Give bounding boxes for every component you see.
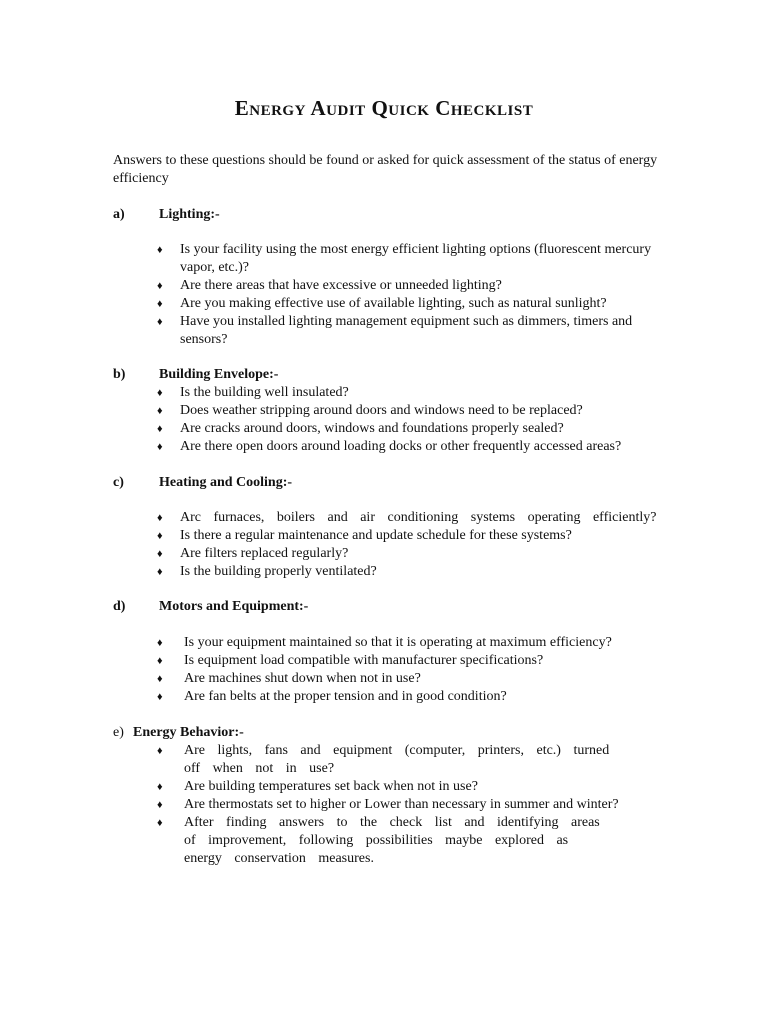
checklist-item bbox=[113, 277, 673, 295]
diamond-bullet-icon: ♦ bbox=[157, 423, 163, 435]
diamond-bullet-icon: ♦ bbox=[157, 512, 163, 524]
checklist bbox=[113, 509, 673, 581]
diamond-bullet-icon: ♦ bbox=[157, 530, 163, 542]
diamond-bullet-icon: ♦ bbox=[157, 673, 163, 685]
diamond-bullet-icon: ♦ bbox=[157, 405, 163, 417]
item-text: Are fan belts at the proper tension and in good condition? bbox=[184, 689, 507, 704]
section-heading bbox=[113, 724, 673, 742]
item-text: Have you installed lighting management equipment such as dimmers, timers and sensors? bbox=[180, 314, 633, 347]
checklist-item bbox=[113, 438, 673, 456]
item-text: Arc furnaces, boilers and air conditioning systems operating efficiently? bbox=[180, 510, 657, 525]
checklist bbox=[113, 742, 673, 868]
diamond-bullet-icon: ♦ bbox=[157, 566, 163, 578]
diamond-bullet-icon: ♦ bbox=[157, 244, 163, 256]
section-letter: c) bbox=[113, 475, 124, 490]
checklist-item bbox=[113, 402, 673, 420]
checklist-item bbox=[113, 563, 673, 581]
section-heating-cooling bbox=[113, 474, 673, 581]
section-heading bbox=[113, 598, 673, 616]
checklist-item bbox=[113, 742, 673, 778]
section-title: Lighting:- bbox=[159, 207, 220, 222]
checklist bbox=[113, 634, 673, 706]
section-motors-equipment bbox=[113, 598, 673, 706]
checklist-item bbox=[113, 670, 673, 688]
checklist-item bbox=[113, 420, 673, 438]
section-title: Energy Behavior:- bbox=[133, 725, 244, 740]
item-text: Is the building properly ventilated? bbox=[180, 564, 377, 579]
checklist-item bbox=[113, 634, 673, 652]
checklist-item bbox=[113, 814, 673, 868]
diamond-bullet-icon: ♦ bbox=[157, 548, 163, 560]
checklist-item bbox=[113, 796, 673, 814]
diamond-bullet-icon: ♦ bbox=[157, 298, 163, 310]
section-title: Building Envelope:- bbox=[159, 367, 279, 382]
checklist-item bbox=[113, 527, 673, 545]
diamond-bullet-icon: ♦ bbox=[157, 799, 163, 811]
item-text: Is your facility using the most energy efficient lighting options (fluorescent mercury vapor, etc.)? bbox=[180, 242, 652, 275]
diamond-bullet-icon: ♦ bbox=[157, 316, 163, 328]
item-text: Is the building well insulated? bbox=[180, 385, 349, 400]
diamond-bullet-icon: ♦ bbox=[157, 817, 163, 829]
item-text: Is there a regular maintenance and update schedule for these systems? bbox=[180, 528, 572, 543]
checklist-item bbox=[113, 384, 673, 402]
item-text: Does weather stripping around doors and windows need to be replaced? bbox=[180, 403, 583, 418]
section-building-envelope bbox=[113, 366, 673, 456]
intro-paragraph: Answers to these questions should be found or asked for quick assessment of the status of energy efficiency bbox=[113, 153, 658, 186]
diamond-bullet-icon: ♦ bbox=[157, 655, 163, 667]
item-text: Are lights, fans and equipment (computer, printers, etc.) turned off when not in use? bbox=[184, 743, 610, 776]
checklist-item bbox=[113, 313, 673, 349]
item-text: Are machines shut down when not in use? bbox=[184, 671, 421, 686]
checklist-item bbox=[113, 778, 673, 796]
diamond-bullet-icon: ♦ bbox=[157, 280, 163, 292]
item-text: Are filters replaced regularly? bbox=[180, 546, 349, 561]
section-heading bbox=[113, 366, 673, 384]
section-letter: d) bbox=[113, 599, 126, 614]
item-text: Is equipment load compatible with manufacturer specifications? bbox=[184, 653, 544, 668]
section-heading bbox=[113, 206, 673, 224]
item-text: Is your equipment maintained so that it is operating at maximum efficiency? bbox=[184, 635, 612, 650]
checklist-item bbox=[113, 652, 673, 670]
checklist bbox=[113, 241, 673, 349]
section-letter: a) bbox=[113, 207, 125, 222]
diamond-bullet-icon: ♦ bbox=[157, 637, 163, 649]
diamond-bullet-icon: ♦ bbox=[157, 781, 163, 793]
item-text: Are there areas that have excessive or unneeded lighting? bbox=[180, 278, 502, 293]
diamond-bullet-icon: ♦ bbox=[157, 441, 163, 453]
checklist bbox=[113, 384, 673, 456]
document-title: Energy Audit Quick Checklist bbox=[234, 96, 534, 120]
diamond-bullet-icon: ♦ bbox=[157, 387, 163, 399]
section-heading bbox=[113, 474, 673, 492]
item-text: Are thermostats set to higher or Lower than necessary in summer and winter? bbox=[184, 797, 619, 812]
item-text: After finding answers to the check list and identifying areas of improvement, following possibilities maybe explored as energy conservation measures. bbox=[184, 815, 600, 866]
diamond-bullet-icon: ♦ bbox=[157, 691, 163, 703]
section-lighting bbox=[113, 206, 673, 349]
checklist-item bbox=[113, 545, 673, 563]
section-energy-behavior bbox=[113, 724, 673, 868]
checklist-item bbox=[113, 295, 673, 313]
item-text: Are there open doors around loading docks or other frequently accessed areas? bbox=[180, 439, 622, 454]
checklist-item bbox=[113, 688, 673, 706]
item-text: Are cracks around doors, windows and foundations properly sealed? bbox=[180, 421, 564, 436]
section-title: Heating and Cooling:- bbox=[159, 475, 293, 490]
section-title: Motors and Equipment:- bbox=[159, 599, 309, 614]
section-letter: e) bbox=[113, 725, 124, 740]
checklist-item bbox=[113, 509, 673, 527]
section-letter: b) bbox=[113, 367, 126, 382]
item-text: Are you making effective use of available lighting, such as natural sunlight? bbox=[180, 296, 607, 311]
checklist-item bbox=[113, 241, 673, 277]
diamond-bullet-icon: ♦ bbox=[157, 745, 163, 757]
item-text: Are building temperatures set back when not in use? bbox=[184, 779, 478, 794]
